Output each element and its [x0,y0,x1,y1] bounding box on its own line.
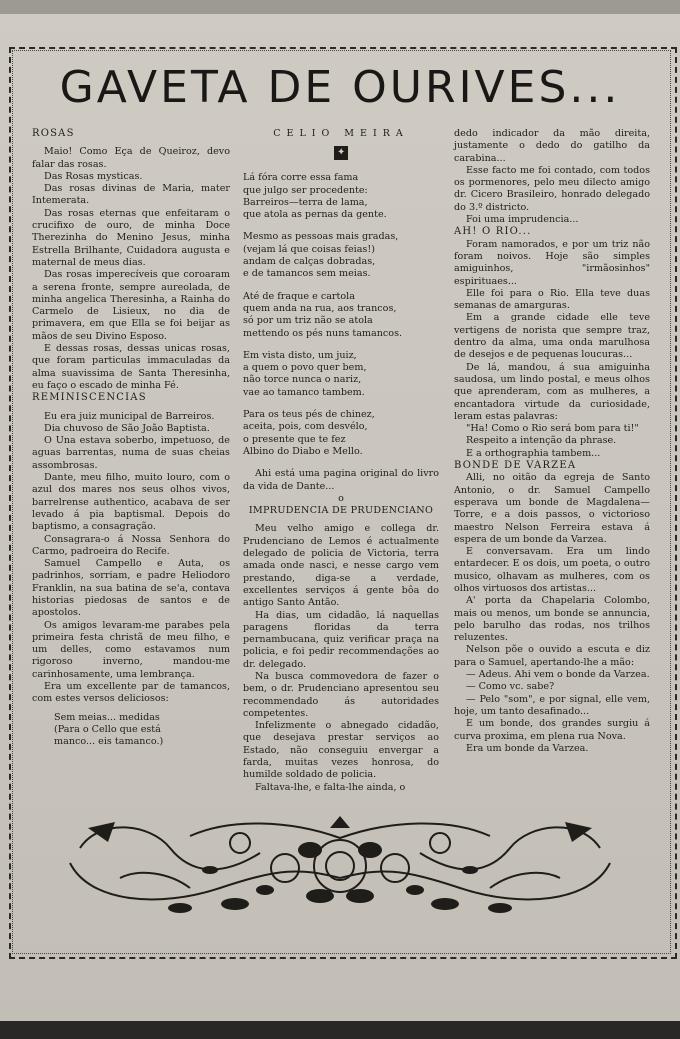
column-3 [454,128,650,755]
paragraph: Foram namorados, e por um triz não foram noivos. Hoje são simples amiguinhos, "irmãosinhos" espirituaes... [454,238,650,287]
reminiscencias-text [32,411,230,706]
verse-line: vae ao tamanco tambem. [243,386,365,398]
section-heading-bonde: BONDE DE VARZEA [454,460,577,472]
section-heading-reminiscencias: REMINISCENCIAS [32,392,147,404]
closing-line: Ahi está uma pagina original do livro da vida de Dante... [243,468,439,492]
paragraph: Foi uma imprudencia... [466,214,579,226]
verse-line: Em vista disto, um juiz, [243,349,357,361]
verse-line: que atola as pernas da gente. [243,209,387,221]
verse-line: Lá fóra corre essa fama [243,172,359,184]
verse-line: Para os teus pés de chinez, [243,409,375,421]
rosas-text [32,146,230,392]
paragraph: Consagrara-o á Nossa Senhora do Carmo, padroeira do Recife. [32,533,230,557]
column-2 [243,128,439,794]
verse-line: Sem meias... medidas [54,711,160,723]
verse-line: Albino do Diabo e Mello. [243,445,363,457]
paragraph: Eu era juiz municipal de Barreiros. [44,410,215,422]
verse-line: Até de fraque e cartola [243,290,355,302]
paragraph: A' porta da Chapelaria Colombo, mais ou menos, um bonde se annuncia, pelo barulho das rodas, nos trilhos reluzentes. [454,595,650,644]
stanza [243,231,439,280]
verse-line: a quem o povo quer bem, [243,362,367,374]
column-1 [32,128,230,749]
verse-line: (vejam lá que coisas feias!) [243,243,375,255]
paragraph: Respeito a intenção da phrase. [466,435,617,447]
paragraph: O Una estava soberbo, impetuoso, de aguas barrentas, numa de suas cheias assombrosas. [32,435,230,471]
verse-line: aceita, pois, com desvélo, [243,421,368,433]
paragraph: Samuel Campello e Auta, os padrinhos, sorriam, e padre Heliodoro Franklin, na sua batina de se'a, contava historias piedosas de santos e de apostolos. [32,558,230,619]
paragraph: Das rosas eternas que enfeitaram o crucifixo de ouro, de minha Doce Therezinha do Menino Jesus, minha Estrella Brilhante, Cuidadora augusta e maternal de meus dias. [32,207,230,268]
author-byline: CELIO MEIRA [273,128,409,139]
paragraph: Em a grande cidade elle teve vertigens de norista que sempre traz, dentro da alma, uma onda marulhosa de desejos e de pequenas loucuras... [454,312,650,361]
paragraph: Alli, no oitão da egreja de Santo Antonio, o dr. Samuel Campello esperava um bonde de Magdalena—Torre, e a dois passos, o victorioso maestro Nelson Ferreira estava á espera de um bonde da Varzea. [454,472,650,545]
verse-line: manco... eis tamanco.) [54,736,164,748]
paragraph: Das rosas imperecíveis que coroaram a serena fronte, sempre aureolada, de minha angelica Theresinha, a Rainha do Carmelo de Lisieux, no dia de primavera, em que Ella se foi beijar as mãos de seu Divino Esposo. [32,269,230,342]
paragraph: dedo indicador da mão direita, justamente o dedo do gatilho da carabina... [454,128,650,164]
poem [243,172,439,458]
verse-line: o presente que te fez [243,433,346,445]
verse-line: (Para o Cello que está [54,723,161,735]
paragraph: Os amigos levaram-me parabes pela primeira festa christã de meu filho, e um delles, como estavamos num rigoroso inverno, mandou-me carinhosamente, uma lembrança. [32,619,230,680]
paragraph: Era um bonde da Varzea. [466,742,589,754]
paragraph: Elle foi para o Rio. Ella teve duas semanas de amarguras. [454,287,650,312]
page-title: GAVETA DE OURIVES... [59,62,621,113]
paragraph: Das Rosas mysticas. [44,170,143,182]
paragraph: Nelson põe o ouvido a escuta e diz para o Samuel, apertando-lhe a mão: [454,644,650,668]
section-heading-rio: AH! O RIO... [454,226,532,238]
paragraph: — Como vc. sabe? [466,681,555,693]
paragraph: E dessas rosas, dessas unicas rosas, que foram particulas immaculadas da alma suavissima de Santa Theresinha, eu faço o escado de minha Fé. [32,343,230,391]
star-ornament-icon: ✦ [334,146,348,160]
verse-line: Barreiros—terra de lama, [243,196,368,208]
top-edge [0,0,680,14]
paragraph: Meu velho amigo e collega dr. Prudenciano de Lemos é actualmente delegado de policia de Victoria, terra amada onde nasci, e nesse cargo vem prestando, diga-se a verdade, excellentes serviços á gente bôa do antigo Santo Antão. [243,523,439,609]
bonde-text [454,472,650,755]
paragraph: Das rosas divinas de Maria, mater Intemerata. [32,183,230,207]
stanza [243,291,439,340]
verse-line: quem anda na rua, aos trancos, [243,302,397,314]
paragraph: Faltava-lhe, e falta-lhe ainda, o [255,781,406,793]
rio-text [454,239,650,460]
paragraph: E conversavam. Era um lindo entardecer. E os dois, um poeta, o outro musico, olhavam as mulheres, com os olhos virtuosos dos artistas... [454,546,650,594]
paragraph: Dia chuvoso de São João Baptista. [44,422,210,434]
paragraph: Na busca commovedora de fazer o bem, o dr. Prudenciano apresentou seu recommendado ás autoridades competentes. [243,670,439,719]
tamanco-verse [32,712,230,749]
section-heading-rosas: ROSAS [32,128,75,139]
stanza [243,172,439,221]
paragraph: — Adeus. Ahi vem o bonde da Varzea. [466,669,650,681]
verse-line: só por um triz não se atola [243,315,373,327]
paragraph: — Pelo "som", e por signal, elle vem, hoje, um tanto desafinado... [454,693,650,717]
paragraph: E um bonde, dos grandes surgiu á curva proxima, em plena rua Nova. [454,718,650,742]
separator-dot-icon: o [338,492,344,504]
floral-ornament-icon [60,808,620,924]
paragraph: Dante, meu filho, muito louro, com o azul dos mares nos seus olhos vivos, barrelrense authentico, acabava de ser levado á pia baptismal. Depois do baptismo, a consagração. [32,472,230,533]
stanza [243,409,439,458]
verse-line: mettendo os pés nuns tamancos. [243,327,403,339]
paragraph: E a orthographia tambem... [466,447,601,459]
paragraph: Era um excellente par de tamancos, com estes versos deliciosos: [32,681,230,705]
section-heading-prudenciano: IMPRUDENCIA DE PRUDENCIANO [248,505,434,517]
paragraph: "Ha! Como o Rio será bom para ti!" [466,423,639,435]
verse-line: não torce nunca o nariz, [243,374,362,386]
bottom-edge [0,1021,680,1039]
verse-line: andam de calças dobradas, [243,256,376,268]
paragraph: Infelizmente o abnegado cidadão, que desejava prestar serviços ao Estado, não conseguiu envergar a farda, muitas vezes honrosa, do humilde soldado de policia. [243,720,439,781]
prudenciano-text [243,523,439,794]
verse-line: que julgo ser procedente: [243,184,368,196]
paragraph: Ha dias, um cidadão, lá naquellas paragens floridas da terra pernambucana, quiz verificar praça na policia, e foi pedir recommendações ao dr. delegado. [243,609,439,670]
stanza [243,350,439,399]
verse-line: Mesmo as pessoas mais gradas, [243,231,399,243]
paragraph: Esse facto me foi contado, com todos os pormenores, pelo meu dilecto amigo dr. Cicero Brasileiro, honrado delegado do 3.º districto. [454,164,650,213]
paragraph: De lá, mandou, á sua amiguinha saudosa, um lindo postal, e meus olhos que aprenderam, com as mulheres, a encantadora virtude da curiosidade, leram estas palavras: [454,361,650,422]
paragraph: Maio! Como Eça de Queiroz, devo falar das rosas. [32,146,230,170]
verse-line: e de tamancos sem meias. [243,268,371,280]
